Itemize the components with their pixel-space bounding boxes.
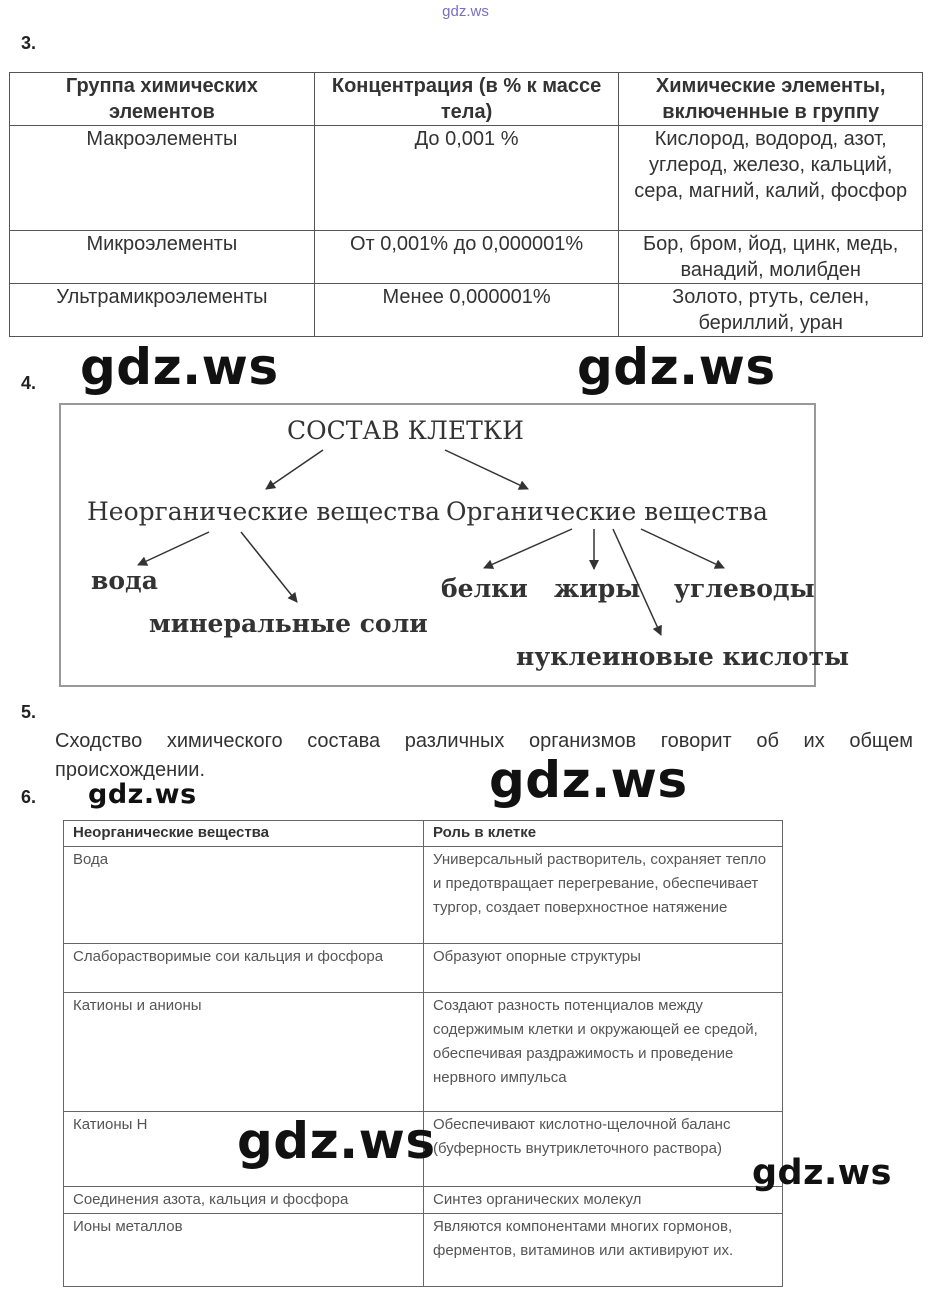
substance-cell: Ионы металлов [64, 1214, 424, 1287]
watermark: gdz.ws [80, 338, 279, 396]
organic-node: Органические вещества [446, 497, 768, 526]
task-5-text-line-1: Сходство химического состава различных организмов говорит об их общем [55, 730, 913, 752]
water-node: вода [91, 566, 158, 595]
column-header: Неорганические вещества [64, 821, 424, 847]
role-cell: Обеспечивают кислотно-щелочной баланс (буферность внутриклеточного раствора) [424, 1112, 783, 1187]
salts-node: минеральные соли [149, 609, 428, 638]
column-header: Роль в клетке [424, 821, 783, 847]
arrow [484, 529, 572, 568]
column-header: Группа химических элементов [10, 73, 315, 126]
arrow [138, 532, 209, 565]
diagram-root: СОСТАВ КЛЕТКИ [287, 416, 524, 445]
nucleic-node: нуклеиновые кислоты [516, 642, 850, 671]
table-row [64, 1214, 783, 1287]
task-5-text-line-2: происхождении. [55, 759, 206, 781]
role-cell: Универсальный растворитель, сохраняет тепло и предотвращает перегревание, обеспечивает тургор, создает поверхностное натяжение [424, 847, 783, 944]
inorganic-roles-table [63, 820, 783, 1287]
column-header: Концентрация (в % к массе тела) [314, 73, 619, 126]
table-header-row [10, 73, 923, 126]
table-row [64, 1187, 783, 1214]
proteins-node: белки [441, 574, 528, 603]
role-cell: Создают разность потенциалов между содержимым клетки и окружающей ее средой, обеспечивая раздражимость и проведение нервного импульса [424, 993, 783, 1112]
task-3-number: 3. [21, 33, 37, 53]
column-header: Химические элементы, включенные в группу [619, 73, 923, 126]
carbs-node: углеводы [674, 574, 815, 603]
concentration-cell: От 0,001% до 0,000001% [314, 231, 619, 284]
group-cell: Макроэлементы [10, 126, 315, 231]
task-6-number: 6. [21, 787, 37, 807]
watermark: gdz.ws [489, 751, 688, 809]
elements-cell: Золото, ртуть, селен, бериллий, уран [619, 284, 923, 337]
site-mark: gdz.ws [442, 3, 489, 20]
table-row [64, 944, 783, 993]
elements-cell: Кислород, водород, азот, углерод, железо, кальций, сера, магний, калий, фосфор [619, 126, 923, 231]
inorganic-node: Неорганические вещества [87, 497, 441, 526]
watermark: gdz.ws [88, 779, 197, 810]
elements-cell: Бор, бром, йод, цинк, медь, ванадий, молибден [619, 231, 923, 284]
task-4-number: 4. [21, 373, 37, 393]
table-row [10, 231, 923, 284]
watermark: gdz.ws [752, 1153, 892, 1193]
table-row [10, 284, 923, 337]
group-cell: Микроэлементы [10, 231, 315, 284]
task-5-number: 5. [21, 702, 37, 722]
substance-cell: Вода [64, 847, 424, 944]
fats-node: жиры [554, 574, 641, 603]
arrow [266, 450, 323, 489]
arrow [445, 450, 528, 489]
watermark: gdz.ws [237, 1112, 436, 1170]
cell-composition-diagram [59, 403, 850, 687]
role-cell: Синтез органических молекул [424, 1187, 783, 1214]
table-header-row [64, 821, 783, 847]
elements-table [9, 72, 923, 337]
concentration-cell: До 0,001 % [314, 126, 619, 231]
substance-cell: Катионы Н [64, 1112, 424, 1187]
table-row [10, 126, 923, 231]
substance-cell: Соединения азота, кальция и фосфора [64, 1187, 424, 1214]
table-row [64, 993, 783, 1112]
arrow [641, 529, 724, 568]
group-cell: Ультрамикроэлементы [10, 284, 315, 337]
role-cell: Являются компонентами многих гормонов, ферментов, витаминов или активируют их. [424, 1214, 783, 1287]
arrow [241, 532, 297, 602]
substance-cell: Катионы и анионы [64, 993, 424, 1112]
concentration-cell: Менее 0,000001% [314, 284, 619, 337]
substance-cell: Слаборастворимые сои кальция и фосфора [64, 944, 424, 993]
table-row [64, 847, 783, 944]
role-cell: Образуют опорные структуры [424, 944, 783, 993]
watermark: gdz.ws [577, 338, 776, 396]
